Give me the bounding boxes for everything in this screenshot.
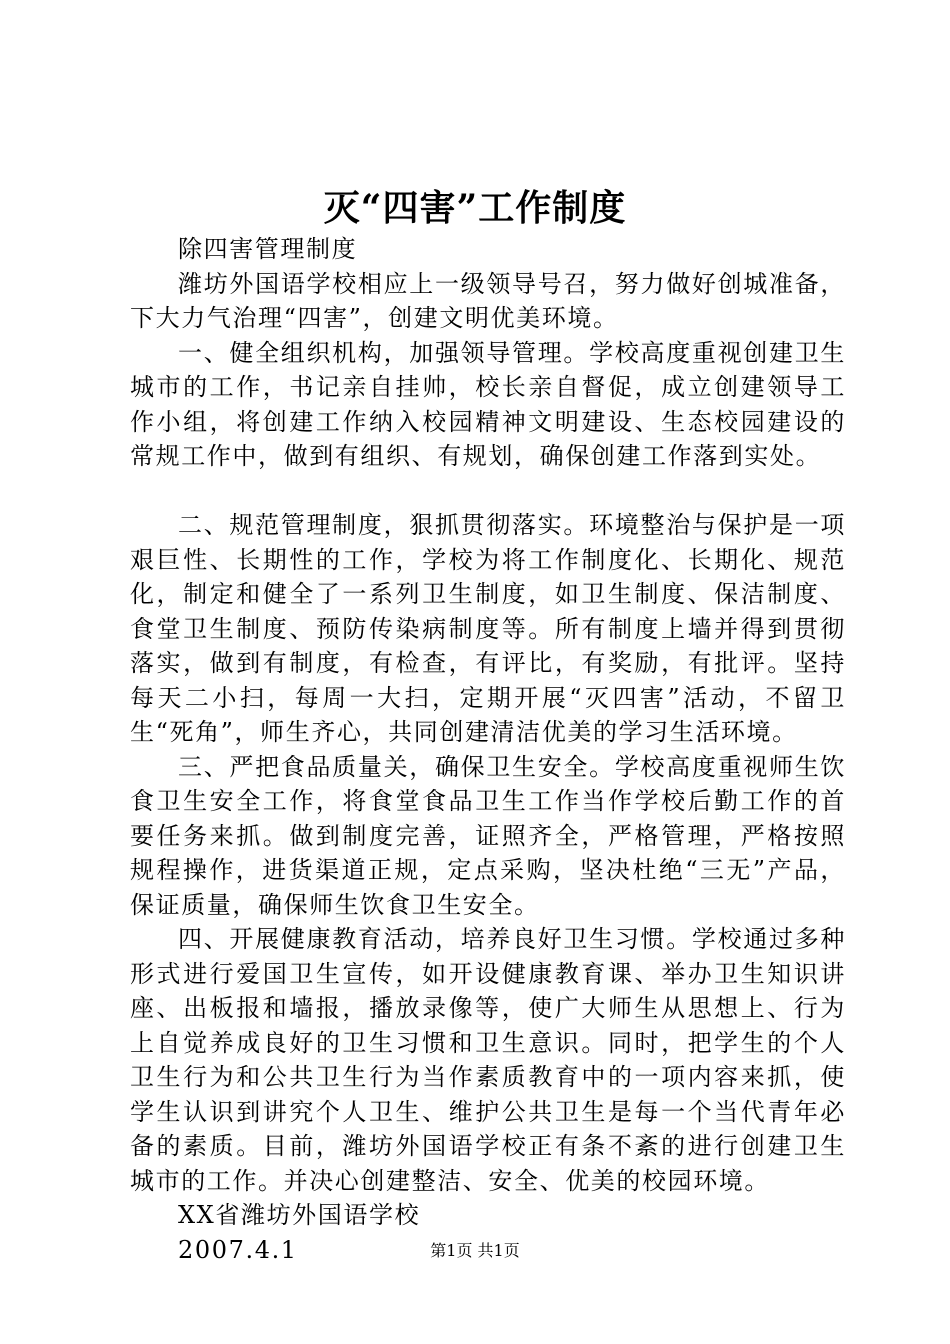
paragraph-section-2: 二、规范管理制度，狠抓贯彻落实。环境整治与保护是一项艰巨性、长期性的工作，学校为将工作制度化、长期化、规范化，制定和健全了一系列卫生制度，如卫生制度、保洁制度、食堂卫生制度、预防传染病制度等。所有制度上墙并得到贯彻落实，做到有制度，有检查，有评比，有奖励，有批评。坚持每天二小扫，每周一大扫，定期开展“灭四害”活动，不留卫生“死角”，师生齐心，共同创建清洁优美的学习生活环境。: [130, 511, 846, 746]
document-title: 灭“四害”工作制度: [323, 187, 627, 229]
paragraph-intro: 潍坊外国语学校相应上一级领导号召，努力做好创城准备，下大力气治理“四害”，创建文明优美环境。: [130, 269, 846, 332]
paragraph-section-3: 三、严把食品质量关，确保卫生安全。学校高度重视师生饮食卫生安全工作，将食堂食品卫生工作当作学校后勤工作的首要任务来抓。做到制度完善，证照齐全，严格管理，严格按照规程操作，进货渠道正规，定点采购，坚决杜绝“三无”产品，保证质量，确保师生饮食卫生安全。: [130, 752, 846, 919]
document-date: 2007.4.1: [178, 1235, 298, 1264]
document-subtitle: 除四害管理制度: [178, 235, 358, 263]
paragraph-section-1: 一、健全组织机构，加强领导管理。学校高度重视创建卫生城市的工作，书记亲自挂帅，校长亲自督促，成立创建领导工作小组，将创建工作纳入校园精神文明建设、生态校园建设的常规工作中，做到有组织、有规划，确保创建工作落到实处。: [130, 338, 846, 470]
page-number: 第1页 共1页: [430, 1241, 520, 1260]
signature: XX省潍坊外国语学校: [178, 1201, 421, 1229]
paragraph-section-4: 四、开展健康教育活动，培养良好卫生习惯。学校通过多种形式进行爱国卫生宣传，如开设健康教育课、举办卫生知识讲座、出板报和墙报，播放录像等，使广大师生从思想上、行为上自觉养成良好的卫生习惯和卫生意识。同时，把学生的个人卫生行为和公共卫生行为当作素质教育中的一项内容来抓，使学生认识到讲究个人卫生、维护公共卫生是每一个当代青年必备的素质。目前，潍坊外国语学校正有条不紊的进行创建卫生城市的工作。并决心创建整洁、安全、优美的校园环境。: [130, 925, 846, 1195]
document-body: [130, 232, 846, 1267]
